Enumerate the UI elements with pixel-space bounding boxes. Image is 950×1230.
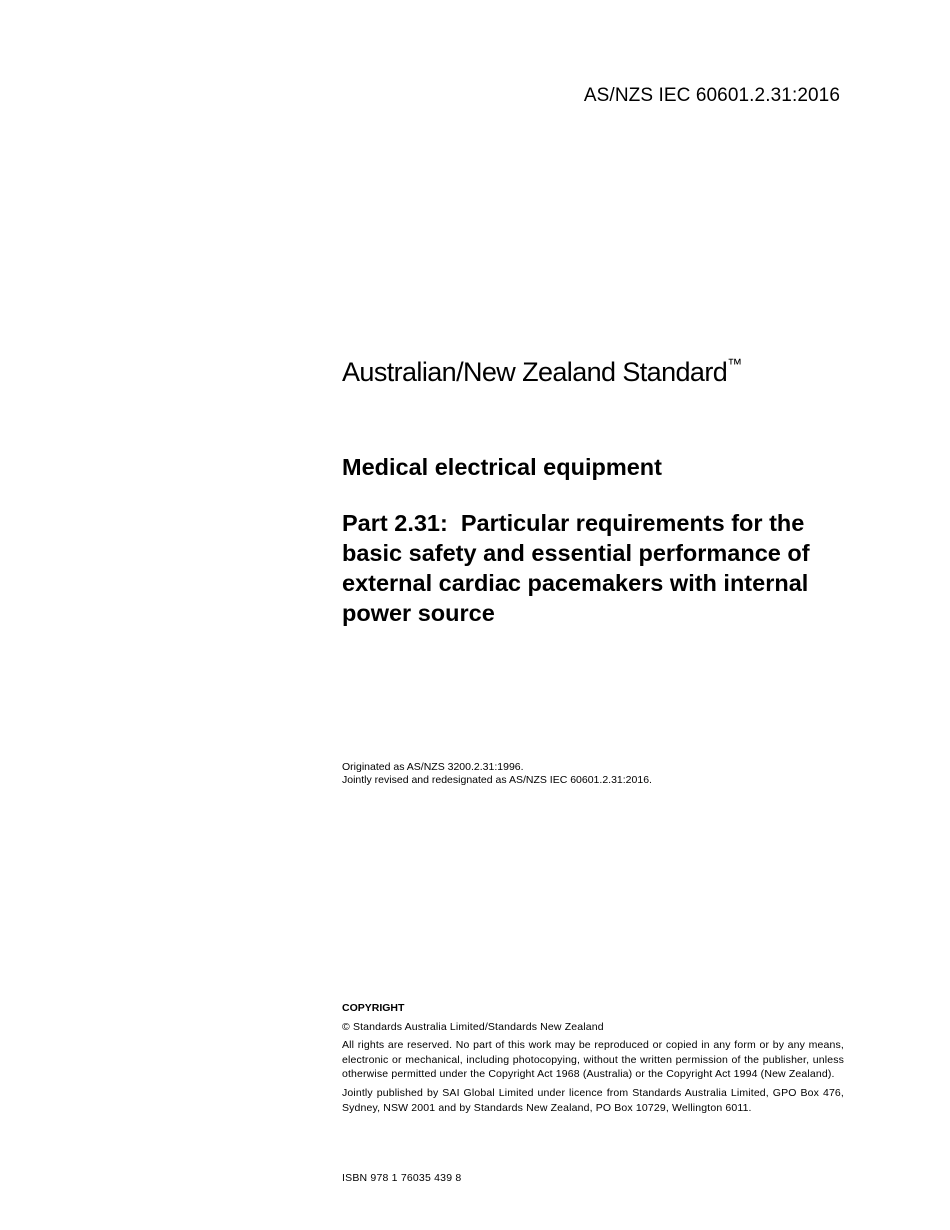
standard-type-label xyxy=(342,356,844,388)
copyright-holder: © Standards Australia Limited/Standards New Zealand xyxy=(342,1020,604,1033)
copyright-block xyxy=(342,1001,844,1119)
isbn: ISBN 978 1 76035 439 8 xyxy=(342,1172,462,1184)
copyright-publisher: Jointly published by SAI Global Limited under licence from Standards Australia Limited, GPO Box 476, Sydney, NSW 2001 and by Standards New Zealand, PO Box 10729, Wellington 6011. xyxy=(342,1086,844,1114)
standard-type-text: Australian/New Zealand Standard xyxy=(342,357,728,387)
copyright-rights: All rights are reserved. No part of this work may be reproduced or copied in any form or by any means, electronic or mechanical, including photocopying, without the written permission of the publisher, unless otherwise permitted under the Copyright Act 1968 (Australia) or the Copyright Act 1994 (New Zealand). xyxy=(342,1039,844,1081)
revised-note: Jointly revised and redesignated as AS/NZS IEC 60601.2.31:2016. xyxy=(342,774,652,786)
standard-number: AS/NZS IEC 60601.2.31:2016 xyxy=(583,85,840,106)
main-title: Medical electrical equipment xyxy=(342,454,662,480)
part-title: Part 2.31: Particular requirements for the basic safety and essential performance of external cardiac pacemakers with internal power source xyxy=(342,510,817,626)
trademark-symbol: ™ xyxy=(727,356,742,373)
originated-note: Originated as AS/NZS 3200.2.31:1996. xyxy=(342,761,524,773)
copyright-heading: COPYRIGHT xyxy=(342,1002,405,1014)
history-block xyxy=(342,761,844,787)
